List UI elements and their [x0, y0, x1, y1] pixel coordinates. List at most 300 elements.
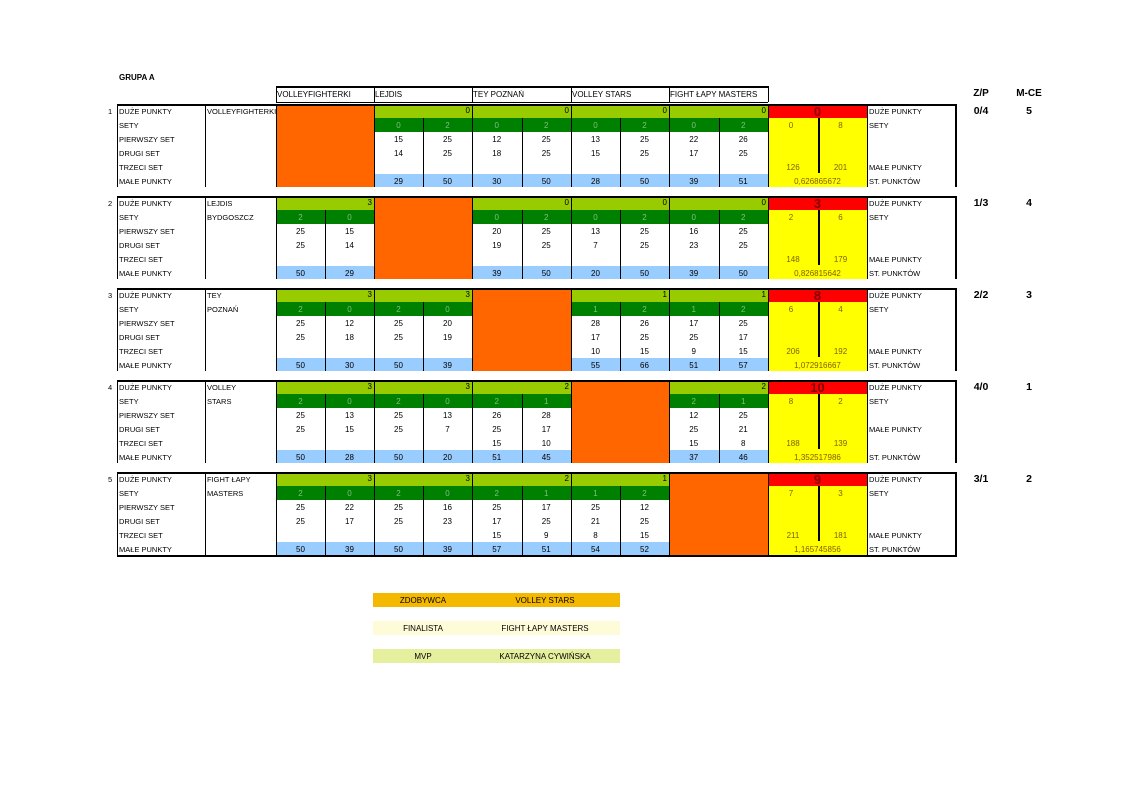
cell-divider [325, 210, 326, 280]
match-s1-value: 12 [640, 502, 649, 512]
match-s2-value: 15 [591, 148, 600, 158]
right-label-male: MAŁE PUNKTY [869, 254, 922, 264]
right-label-duze: DUŻE PUNKTY [869, 291, 922, 300]
row-label-trzeci: TRZECI SET [119, 438, 163, 448]
total-divider [818, 486, 820, 542]
right-label-sety: SETY [869, 304, 889, 314]
match-mp-value: 50 [394, 360, 403, 370]
total-sets-won: 0 [788, 120, 794, 130]
row-label-male: MAŁE PUNKTY [119, 544, 172, 554]
column-divider [276, 104, 277, 187]
match-mp-value: 30 [492, 176, 502, 186]
right-border [955, 196, 957, 279]
match-s1-value: 22 [345, 502, 354, 512]
row-label-duze: DUŻE PUNKTY [119, 475, 172, 484]
row-label-sety: SETY [119, 120, 139, 130]
cell-divider [620, 302, 621, 372]
cell-divider [522, 118, 523, 188]
cell-divider [719, 118, 720, 188]
match-s1-value: 25 [296, 502, 305, 512]
match-s3-value: 15 [492, 438, 502, 448]
match-mp-value: 46 [738, 452, 748, 462]
right-label-sety: SETY [869, 488, 889, 498]
match-s2-value: 25 [640, 148, 649, 158]
match-s3-value: 15 [640, 530, 649, 540]
match-s1-value: 25 [738, 410, 748, 420]
total-divider [818, 118, 820, 174]
match-s2-value: 21 [738, 424, 748, 434]
match-sets-value: 2 [396, 396, 401, 406]
match-sets-value: 2 [396, 488, 401, 498]
match-mp-value: 50 [541, 268, 551, 278]
column-divider [669, 472, 670, 555]
match-sets-value: 2 [494, 488, 499, 498]
match-sets-value: 2 [298, 488, 303, 498]
match-s1-value: 26 [738, 134, 748, 144]
match-mp-value: 50 [443, 176, 452, 186]
column-divider [669, 380, 670, 463]
match-duze-punkty: 3 [465, 382, 470, 391]
total-sets-won: 2 [788, 212, 794, 222]
total-divider [818, 394, 820, 450]
row-label-sety: SETY [119, 488, 139, 498]
match-sets-value: 2 [544, 120, 549, 130]
match-s1-value: 28 [591, 318, 600, 328]
place: 5 [1026, 105, 1032, 117]
row-label-sety: SETY [119, 212, 139, 222]
match-s2-value: 17 [492, 516, 502, 526]
match-duze-punkty: 3 [367, 290, 372, 299]
match-sets-value: 2 [642, 304, 647, 314]
match-s1-value: 22 [689, 134, 699, 144]
match-mp-value: 30 [345, 360, 354, 370]
points-ratio: 1,072916667 [794, 360, 841, 370]
self-match-cell [374, 196, 472, 279]
total-sets-won: 8 [788, 396, 794, 406]
match-s1-value: 25 [296, 226, 305, 236]
match-s1-value: 25 [296, 410, 305, 420]
match-s2-value: 17 [345, 516, 354, 526]
legend-label: FINALISTA [403, 624, 443, 633]
duze-punkty-bar [472, 472, 571, 486]
match-s2-value: 14 [345, 240, 354, 250]
match-s2-value: 17 [738, 332, 748, 342]
column-divider [571, 196, 572, 279]
match-s1-value: 13 [591, 226, 600, 236]
match-mp-value: 39 [345, 544, 354, 554]
match-s1-value: 12 [492, 134, 502, 144]
label-divider [205, 196, 206, 279]
total-duze-punkty: 0 [813, 104, 822, 119]
match-mp-value: 50 [296, 452, 305, 462]
match-s1-value: 13 [443, 410, 452, 420]
column-divider [669, 288, 670, 371]
row-label-pierwszy: PIERWSZY SET [119, 410, 175, 420]
cell-divider [620, 486, 621, 556]
match-s1-value: 16 [689, 226, 699, 236]
match-s1-value: 17 [689, 318, 699, 328]
row-label-drugi: DRUGI SET [119, 240, 160, 250]
right-label-male: MAŁE PUNKTY [869, 424, 922, 434]
total-divider [818, 302, 820, 358]
team-number: 2 [108, 199, 113, 208]
match-sets-value: 1 [691, 304, 696, 314]
header-border [276, 102, 768, 103]
match-sets-value: 0 [347, 396, 352, 406]
match-s2-value: 25 [640, 516, 649, 526]
total-duze-punkty: 8 [813, 288, 822, 303]
right-label-duze: DUŻE PUNKTY [869, 199, 922, 208]
match-mp-value: 57 [738, 360, 748, 370]
match-mp-value: 29 [345, 268, 354, 278]
duze-punkty-bar [276, 288, 374, 302]
match-duze-punkty: 3 [465, 474, 470, 483]
row-label-drugi: DRUGI SET [119, 424, 160, 434]
zp-header: Z/P [973, 88, 989, 99]
row-label-duze: DUŻE PUNKTY [119, 107, 172, 116]
match-sets-value: 0 [691, 120, 696, 130]
duze-punkty-bar [374, 472, 472, 486]
right-label-duze: DUŻE PUNKTY [869, 475, 922, 484]
label-divider [205, 288, 206, 371]
match-s1-value: 25 [443, 134, 452, 144]
header-divider [571, 86, 572, 102]
row-label-trzeci: TRZECI SET [119, 254, 163, 264]
points-ratio: 0,826815642 [794, 268, 841, 278]
total-sets-lost: 8 [838, 120, 843, 130]
row-label-pierwszy: PIERWSZY SET [119, 134, 175, 144]
match-sets-value: 2 [298, 396, 303, 406]
match-mp-value: 39 [443, 544, 452, 554]
cell-divider [325, 302, 326, 372]
match-mp-value: 51 [738, 176, 748, 186]
match-mp-value: 50 [640, 176, 649, 186]
row-label-sety: SETY [119, 396, 139, 406]
match-s2-value: 25 [492, 424, 502, 434]
match-sets-value: 1 [593, 488, 598, 498]
match-mp-value: 37 [689, 452, 699, 462]
legend-label: ZDOBYWCA [399, 596, 447, 605]
team-name-2: MASTERS [207, 488, 244, 498]
total-sets-lost: 4 [838, 304, 843, 314]
match-s2-value: 25 [689, 332, 699, 342]
total-male-lost: 181 [833, 530, 848, 540]
right-label-st: ST. PUNKTÓW [869, 452, 921, 462]
cell-divider [423, 394, 424, 464]
header-divider [768, 86, 769, 102]
header-divider [472, 86, 473, 102]
duze-punkty-bar [669, 288, 768, 302]
match-s1-value: 12 [345, 318, 354, 328]
match-s2-value: 25 [394, 516, 403, 526]
match-mp-value: 39 [689, 268, 699, 278]
match-mp-value: 39 [492, 268, 502, 278]
match-s3-value: 9 [544, 530, 549, 540]
match-sets-value: 0 [396, 120, 401, 130]
match-mp-value: 20 [443, 452, 452, 462]
right-border [955, 380, 957, 463]
match-duze-punkty: 0 [465, 106, 470, 115]
match-s1-value: 26 [640, 318, 649, 328]
row-label-trzeci: TRZECI SET [119, 346, 163, 356]
row-label-sety: SETY [119, 304, 139, 314]
match-duze-punkty: 1 [662, 290, 667, 299]
team-name: FIGHT ŁAPY [207, 475, 251, 484]
match-sets-value: 2 [445, 120, 450, 130]
match-s2-value: 25 [296, 240, 305, 250]
column-divider [374, 380, 375, 463]
right-label-st: ST. PUNKTÓW [869, 176, 921, 186]
row-label-pierwszy: PIERWSZY SET [119, 502, 175, 512]
cell-divider [522, 210, 523, 280]
match-duze-punkty: 0 [564, 198, 569, 207]
match-s2-value: 25 [296, 332, 305, 342]
right-label-duze: DUŻE PUNKTY [869, 383, 922, 392]
match-s2-value: 19 [492, 240, 502, 250]
match-sets-value: 2 [298, 212, 303, 222]
match-duze-punkty: 0 [564, 106, 569, 115]
match-mp-value: 66 [640, 360, 649, 370]
row-label-pierwszy: PIERWSZY SET [119, 226, 175, 236]
duze-punkty-bar [472, 104, 571, 118]
right-label-sety: SETY [869, 212, 889, 222]
match-mp-value: 50 [541, 176, 551, 186]
match-s2-value: 7 [593, 240, 598, 250]
match-s1-value: 20 [443, 318, 452, 328]
team-name: LEJDIS [207, 199, 233, 208]
match-s1-value: 13 [591, 134, 600, 144]
match-duze-punkty: 3 [367, 474, 372, 483]
duze-punkty-bar [669, 380, 768, 394]
row-label-duze: DUŻE PUNKTY [119, 199, 172, 208]
column-divider [768, 288, 769, 371]
match-duze-punkty: 0 [761, 106, 766, 115]
column-divider [472, 472, 473, 555]
column-divider [276, 472, 277, 555]
duze-punkty-bar [669, 196, 768, 210]
column-divider [768, 196, 769, 279]
right-border [955, 288, 957, 371]
match-s3-value: 10 [541, 438, 551, 448]
match-s2-value: 25 [640, 240, 649, 250]
match-s1-value: 15 [345, 226, 354, 236]
match-s2-value: 14 [394, 148, 403, 158]
row-label-pierwszy: PIERWSZY SET [119, 318, 175, 328]
team-number: 1 [108, 107, 113, 116]
match-mp-value: 28 [591, 176, 600, 186]
match-sets-value: 1 [544, 396, 549, 406]
match-sets-value: 2 [642, 120, 647, 130]
column-divider [571, 380, 572, 463]
match-s2-value: 25 [296, 424, 305, 434]
duze-punkty-bar [571, 196, 669, 210]
match-sets-value: 2 [544, 212, 549, 222]
legend-value: VOLLEY STARS [515, 596, 575, 605]
points-ratio: 0,626865672 [794, 176, 841, 186]
total-sets-won: 7 [788, 488, 794, 498]
left-border [117, 196, 118, 279]
match-s1-value: 25 [394, 410, 403, 420]
match-s2-value: 21 [591, 516, 600, 526]
legend-value: FIGHT ŁAPY MASTERS [501, 624, 589, 633]
match-mp-value: 50 [296, 360, 305, 370]
match-s2-value: 25 [394, 424, 403, 434]
match-sets-value: 0 [445, 304, 450, 314]
match-mp-value: 54 [591, 544, 600, 554]
cell-divider [325, 394, 326, 464]
header-divider [276, 86, 277, 102]
right-border [955, 104, 957, 187]
match-sets-value: 2 [741, 212, 746, 222]
column-divider [867, 196, 868, 279]
total-sets-lost: 3 [838, 488, 843, 498]
left-border [117, 380, 118, 463]
match-sets-value: 0 [347, 304, 352, 314]
column-divider [472, 196, 473, 279]
match-s3-value: 15 [640, 346, 649, 356]
match-mp-value: 50 [394, 544, 403, 554]
team-name: VOLLEY [207, 383, 237, 392]
match-s1-value: 26 [492, 410, 502, 420]
match-sets-value: 2 [741, 304, 746, 314]
match-s2-value: 18 [345, 332, 354, 342]
match-s1-value: 25 [541, 134, 551, 144]
column-divider [768, 104, 769, 187]
duze-punkty-bar [571, 472, 669, 486]
row-label-trzeci: TRZECI SET [119, 162, 163, 172]
total-male-won: 148 [786, 254, 800, 264]
match-s3-value: 8 [593, 530, 598, 540]
match-mp-value: 45 [541, 452, 551, 462]
match-sets-value: 0 [593, 212, 598, 222]
match-duze-punkty: 2 [564, 382, 569, 391]
cell-divider [522, 394, 523, 464]
match-sets-value: 1 [741, 396, 746, 406]
team-name: VOLLEYFIGHTERKI [207, 107, 277, 116]
column-divider [571, 288, 572, 371]
place: 1 [1026, 381, 1032, 393]
cell-divider [325, 486, 326, 556]
duze-punkty-bar [276, 196, 374, 210]
column-divider [276, 380, 277, 463]
duze-punkty-bar [374, 104, 472, 118]
match-s2-value: 17 [689, 148, 699, 158]
match-s3-value: 15 [492, 530, 502, 540]
right-label-st: ST. PUNKTÓW [869, 268, 921, 278]
match-s1-value: 25 [738, 226, 748, 236]
column-header: LEJDIS [375, 90, 403, 99]
row-label-trzeci: TRZECI SET [119, 530, 163, 540]
match-s2-value: 7 [445, 424, 450, 434]
duze-punkty-bar [669, 104, 768, 118]
win-loss: 1/3 [973, 197, 989, 209]
match-s1-value: 25 [492, 502, 502, 512]
total-divider [818, 210, 820, 266]
duze-punkty-bar [276, 472, 374, 486]
row-label-drugi: DRUGI SET [119, 332, 160, 342]
duze-punkty-bar [472, 380, 571, 394]
match-s1-value: 15 [394, 134, 403, 144]
label-divider [205, 380, 206, 463]
duze-punkty-bar [276, 380, 374, 394]
match-s2-value: 17 [541, 424, 551, 434]
right-label-sety: SETY [869, 396, 889, 406]
row-label-male: MAŁE PUNKTY [119, 268, 172, 278]
team-name-2: STARS [207, 396, 232, 406]
match-sets-value: 2 [298, 304, 303, 314]
match-s2-value: 18 [492, 148, 502, 158]
column-divider [374, 472, 375, 555]
match-mp-value: 28 [345, 452, 354, 462]
win-loss: 3/1 [973, 473, 989, 485]
match-s2-value: 19 [443, 332, 452, 342]
duze-punkty-bar [374, 288, 472, 302]
match-mp-value: 39 [689, 176, 699, 186]
cell-divider [719, 394, 720, 464]
total-duze-punkty: 10 [810, 380, 825, 395]
total-sets-lost: 2 [838, 396, 843, 406]
header-border [276, 86, 768, 88]
row-label-duze: DUŻE PUNKTY [119, 383, 172, 392]
match-s2-value: 25 [296, 516, 305, 526]
total-sets-lost: 6 [838, 212, 843, 222]
team-name-2: POZNAŃ [207, 304, 239, 314]
total-male-lost: 192 [833, 346, 848, 356]
match-sets-value: 0 [347, 212, 352, 222]
column-divider [472, 104, 473, 187]
match-s2-value: 25 [443, 148, 452, 158]
match-s1-value: 17 [541, 502, 551, 512]
total-male-won: 188 [786, 438, 800, 448]
cell-divider [423, 302, 424, 372]
points-ratio: 1,165745856 [794, 544, 841, 554]
column-divider [374, 288, 375, 371]
match-s1-value: 25 [591, 502, 600, 512]
match-duze-punkty: 0 [662, 106, 667, 115]
column-divider [669, 196, 670, 279]
match-s2-value: 25 [640, 332, 649, 342]
row-label-duze: DUŻE PUNKTY [119, 291, 172, 300]
cell-divider [719, 210, 720, 280]
total-male-won: 126 [786, 162, 800, 172]
self-match-cell [571, 380, 669, 463]
match-mp-value: 52 [640, 544, 649, 554]
match-sets-value: 0 [593, 120, 598, 130]
mce-header: M-CE [1016, 88, 1042, 99]
column-divider [867, 104, 868, 187]
match-duze-punkty: 3 [367, 382, 372, 391]
right-label-st: ST. PUNKTÓW [869, 544, 921, 554]
self-match-cell [472, 288, 571, 371]
match-sets-value: 2 [396, 304, 401, 314]
match-mp-value: 29 [394, 176, 403, 186]
match-s1-value: 20 [492, 226, 502, 236]
total-sets-won: 6 [788, 304, 794, 314]
match-s3-value: 8 [741, 438, 746, 448]
match-s1-value: 25 [394, 318, 403, 328]
match-sets-value: 2 [642, 488, 647, 498]
label-divider [205, 104, 206, 187]
cell-divider [620, 210, 621, 280]
win-loss: 2/2 [973, 289, 989, 301]
total-duze-punkty: 9 [813, 472, 822, 487]
cell-divider [522, 486, 523, 556]
right-border [955, 472, 957, 555]
match-s2-value: 23 [689, 240, 699, 250]
table-bottom-border [117, 555, 957, 557]
column-divider [276, 196, 277, 279]
match-mp-value: 55 [591, 360, 600, 370]
